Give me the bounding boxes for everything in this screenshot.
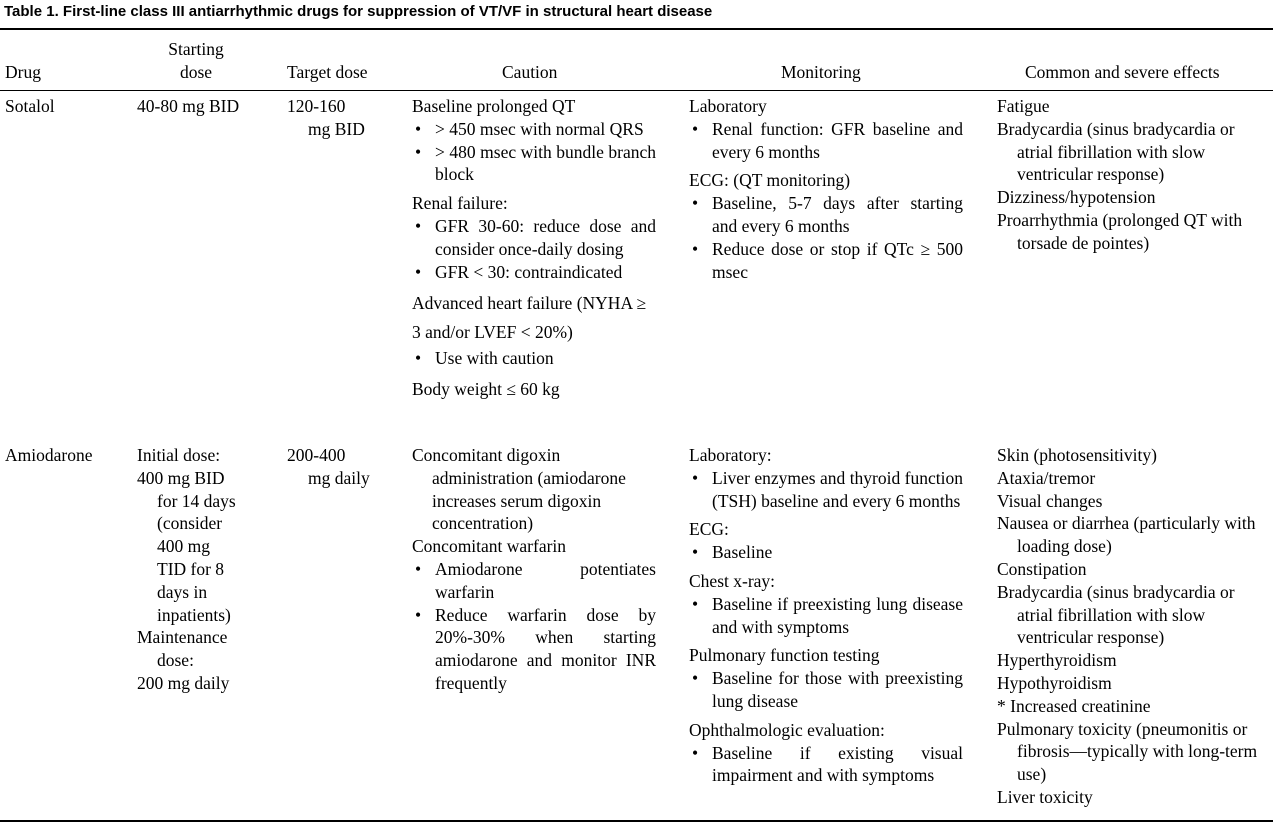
caution-item: • > 450 msec with normal QRS (412, 118, 656, 141)
caution-heading: Concomitant digoxin (412, 445, 561, 465)
effect-item: Constipation (997, 558, 1087, 579)
caution-item: • GFR 30-60: reduce dose and consider once-daily dosing (412, 215, 656, 261)
monitoring-item: • Renal function: GFR baseline and every 6 months (689, 118, 963, 164)
caution-heading: Advanced heart failure (NYHA ≥ 3 and/or LVEF < 20%) (412, 293, 647, 343)
monitoring-heading: Laboratory: (689, 445, 772, 465)
effect-item: Bradycardia (sinus bradycardia or atrial fibrillation with slow ventricular response) (997, 118, 1235, 185)
dose-line: dose: (157, 650, 194, 671)
effect-item: Skin (photosensitivity) (997, 445, 1157, 465)
caution-heading: Concomitant warfarin (412, 536, 567, 557)
dose-line: 200 mg daily (137, 672, 230, 693)
effect-item: * Increased creatinine (997, 695, 1151, 716)
dose-line: 400 mg (157, 536, 210, 557)
caution-item: • Use with caution (412, 347, 656, 370)
monitoring-item: • Baseline (689, 541, 963, 564)
dose-line: 400 mg BID (137, 467, 225, 488)
caution-item-text: Amiodarone potentiates warfarin (435, 558, 656, 602)
dose-line: Maintenance (137, 627, 228, 648)
cell-effects-sotalol (997, 95, 1269, 255)
dose-line: inpatients) (157, 604, 231, 625)
cell-drug-sotalol: Sotalol (5, 96, 55, 116)
monitoring-item: • Baseline if existing visual impairment and with symptoms (689, 742, 963, 788)
bottom-rule (0, 820, 1273, 822)
header-effects: Common and severe effects (1025, 62, 1220, 82)
effect-item: Proarrhythmia (prolonged QT with torsade de pointes) (997, 209, 1243, 253)
effect-item: Bradycardia (sinus bradycardia or atrial fibrillation with slow ventricular response) (997, 581, 1235, 648)
caution-heading: Renal failure: (412, 193, 508, 214)
header-starting-dose-line1: Starting (168, 39, 224, 59)
dose-line: days in (157, 581, 208, 602)
dose-line: for 14 days (157, 490, 236, 511)
effect-item: Liver toxicity (997, 786, 1093, 807)
header-rule (0, 90, 1273, 91)
effect-item: Nausea or diarrhea (particularly with loading dose) (997, 513, 1256, 557)
effect-item: Hypothyroidism (997, 672, 1112, 693)
effect-item: Hyperthyroidism (997, 650, 1117, 671)
cell-caution-sotalol (412, 95, 656, 401)
effect-item: Pulmonary toxicity (pneumonitis or fibrosis—typically with long-term use) (997, 718, 1258, 785)
effect-item: Ataxia/tremor (997, 467, 1096, 488)
caution-heading: Baseline prolonged QT (412, 96, 576, 116)
dose-line: Initial dose: (137, 445, 221, 465)
caution-item: • > 480 msec with bundle branch block (412, 141, 656, 187)
top-rule (0, 28, 1273, 30)
monitoring-item: • Baseline for those with preexisting lung disease (689, 667, 963, 713)
monitoring-heading: ECG: (689, 519, 729, 540)
caution-heading: Body weight ≤ 60 kg (412, 379, 560, 400)
effect-item: Dizziness/hypotension (997, 187, 1156, 208)
monitoring-heading: Pulmonary function testing (689, 645, 880, 666)
monitoring-item: • Reduce dose or stop if QTc ≥ 500 msec (689, 238, 963, 284)
caution-item: • GFR < 30: contraindicated (412, 261, 656, 284)
dose-line: (consider (157, 513, 223, 534)
monitoring-item: • Baseline, 5-7 days after starting and every 6 months (689, 192, 963, 238)
header-caution: Caution (502, 62, 558, 82)
header-drug: Drug (5, 62, 41, 82)
header-starting-dose (140, 38, 252, 84)
caution-continuation: administration (amiodarone increases serum digoxin concentration) (432, 467, 626, 534)
cell-effects-amiodarone (997, 444, 1269, 809)
monitoring-heading: ECG: (QT monitoring) (689, 170, 851, 191)
header-monitoring: Monitoring (781, 62, 861, 82)
header-target-dose: Target dose (287, 62, 368, 82)
caution-item: • Reduce warfarin dose by 20%-30% when starting amiodarone and monitor INR frequently (412, 604, 656, 695)
monitoring-heading: Ophthalmologic evaluation: (689, 719, 885, 740)
target-dose-line: 120-160 (287, 96, 346, 116)
table-caption: Table 1. First-line class III antiarrhythmic drugs for suppression of VT/VF in structural heart disease (4, 3, 713, 20)
cell-target-dose-sotalol (287, 95, 365, 141)
header-starting-dose-line2: dose (179, 61, 213, 82)
cell-drug-amiodarone: Amiodarone (5, 445, 93, 465)
cell-monitoring-amiodarone (689, 444, 963, 787)
dose-line: TID for 8 (157, 558, 225, 579)
target-dose-line: mg BID (308, 118, 365, 139)
cell-starting-dose-amiodarone (137, 444, 277, 695)
monitoring-heading: Chest x-ray: (689, 570, 776, 591)
monitoring-item: • Liver enzymes and thyroid function (TSH) baseline and every 6 months (689, 467, 963, 513)
effect-item: Fatigue (997, 96, 1050, 116)
cell-caution-amiodarone (412, 444, 656, 695)
target-dose-line: mg daily (308, 467, 370, 488)
cell-starting-dose-sotalol: 40-80 mg BID (137, 96, 240, 116)
effect-item: Visual changes (997, 490, 1103, 511)
target-dose-line: 200-400 (287, 445, 346, 465)
caution-item (412, 558, 656, 604)
monitoring-item: • Baseline if preexisting lung disease and with symptoms (689, 593, 963, 639)
cell-monitoring-sotalol (689, 95, 963, 283)
cell-target-dose-amiodarone (287, 444, 370, 490)
monitoring-heading: Laboratory (689, 96, 767, 116)
